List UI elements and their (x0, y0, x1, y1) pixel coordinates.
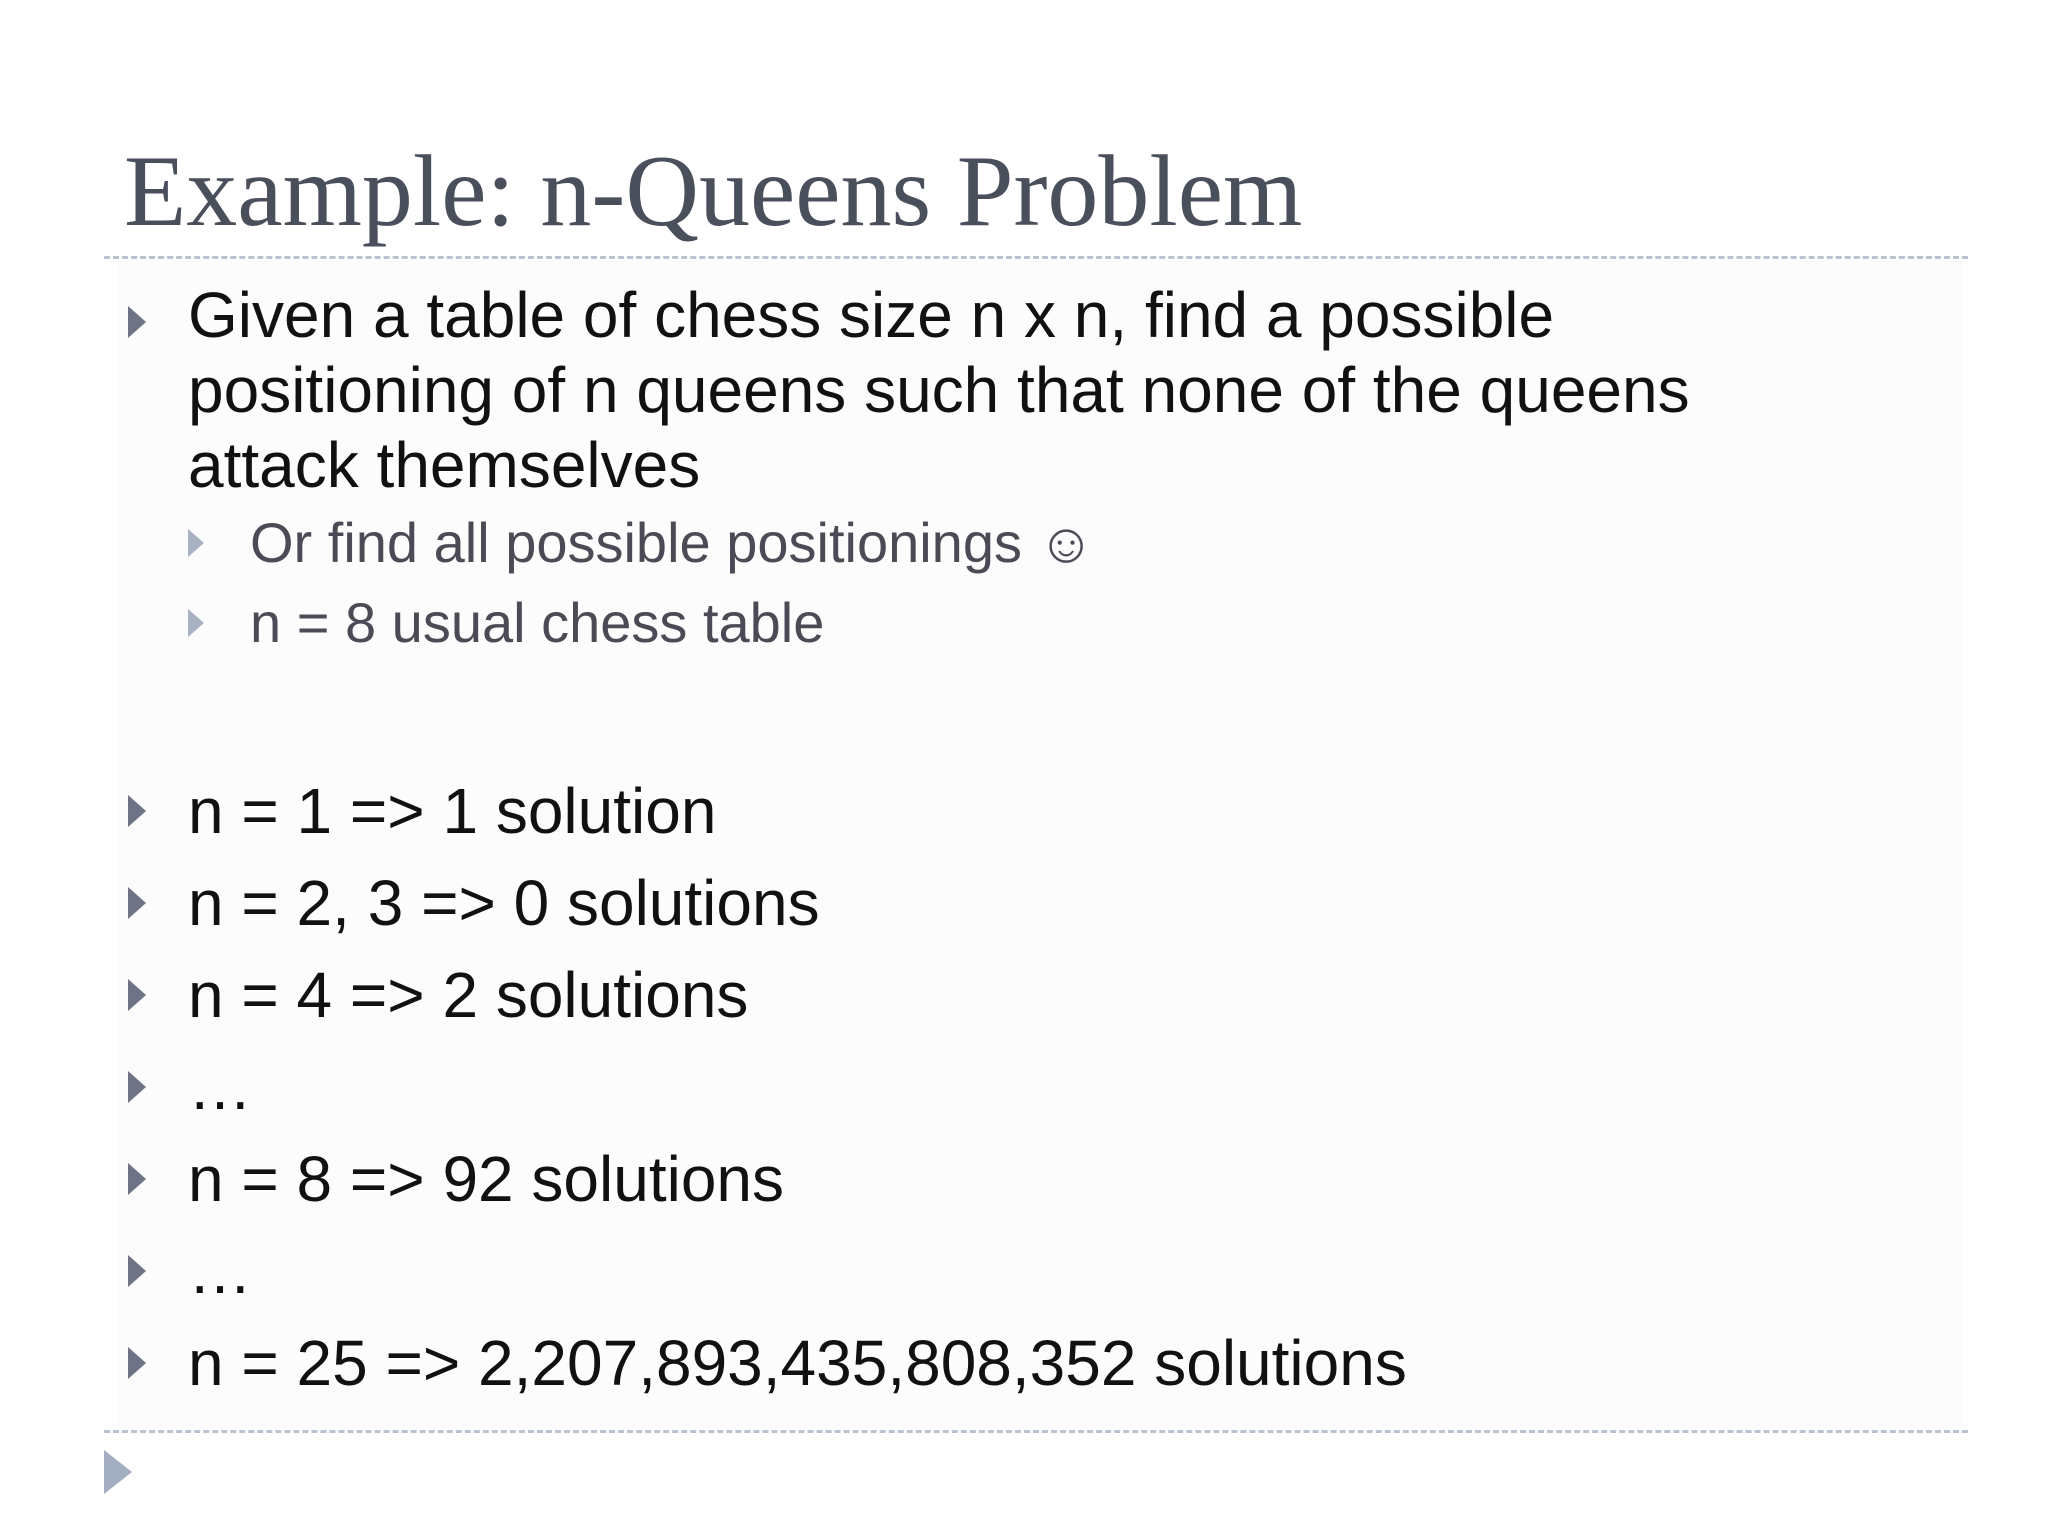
sub-bullet-arrow-icon (188, 529, 204, 557)
bullet-arrow-icon (128, 887, 146, 919)
bullet-arrow-icon (128, 1255, 146, 1287)
slide-title: Example: n-Queens Problem (124, 135, 1303, 248)
bullet-text: n = 8 => 92 solutions (188, 1143, 784, 1215)
bullet-text: n = 25 => 2,207,893,435,808,352 solutions (188, 1327, 1407, 1399)
sub-bullet-text: n = 8 usual chess table (250, 591, 825, 654)
sub-bullet-all-positionings (188, 503, 1948, 583)
bullet-result (128, 1317, 1948, 1409)
bullet-arrow-icon (128, 306, 146, 338)
bullet-text: Given a table of chess size n x n, find a possible positioning of n queens such that none of the queens attack themselves (188, 279, 1690, 501)
bullet-text: n = 1 => 1 solution (188, 775, 717, 847)
bullet-arrow-icon (128, 1163, 146, 1195)
title-divider (104, 256, 1968, 259)
bullet-text: … (188, 1235, 252, 1307)
slide-content (128, 278, 1948, 1409)
bullet-result (128, 1133, 1948, 1225)
footer-divider (104, 1430, 1968, 1433)
bullet-intro (128, 278, 1868, 503)
sub-bullet-usual-table (188, 583, 1948, 663)
footer-arrow-icon (104, 1450, 132, 1494)
bullet-text: n = 2, 3 => 0 solutions (188, 867, 820, 939)
sub-bullet-arrow-icon (188, 609, 204, 637)
bullet-text: n = 4 => 2 solutions (188, 959, 749, 1031)
spacer (128, 663, 1948, 765)
bullet-arrow-icon (128, 1071, 146, 1103)
bullet-arrow-icon (128, 1347, 146, 1379)
sub-bullet-text: Or find all possible positionings ☺ (250, 511, 1095, 574)
bullet-result (128, 949, 1948, 1041)
bullet-result (128, 765, 1948, 857)
bullet-arrow-icon (128, 979, 146, 1011)
bullet-ellipsis (128, 1225, 1948, 1317)
bullet-ellipsis (128, 1041, 1948, 1133)
bullet-text: … (188, 1051, 252, 1123)
bullet-result (128, 857, 1948, 949)
bullet-arrow-icon (128, 795, 146, 827)
